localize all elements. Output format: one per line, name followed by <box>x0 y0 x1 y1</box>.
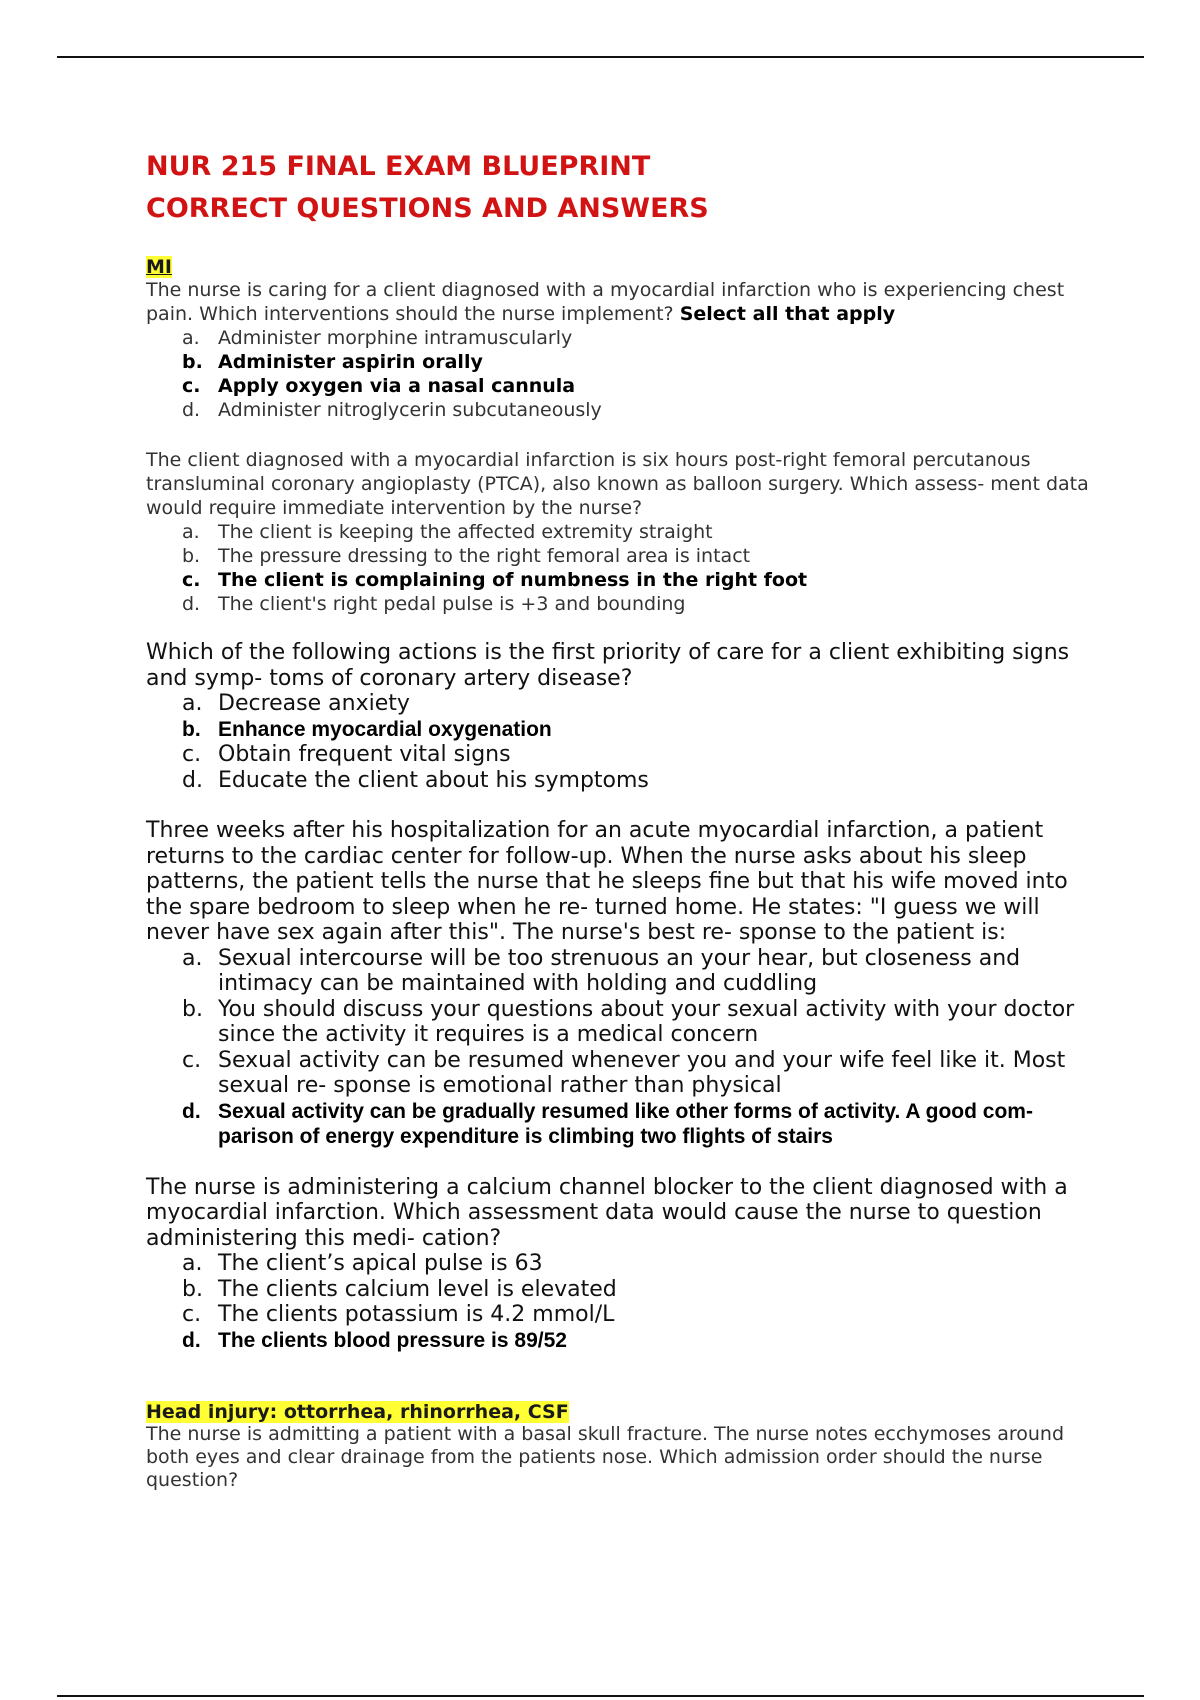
option-letter: b. <box>182 545 201 567</box>
question-3-stem: Which of the following actions is the first priority of care for a client exhibiting signs and symp- toms of coronary artery disease? <box>146 640 1070 691</box>
option-letter: a. <box>182 521 200 543</box>
option <box>146 742 1096 768</box>
bottom-rule <box>57 1695 1144 1697</box>
option-text: The client’s apical pulse is 63 <box>218 1251 543 1276</box>
question-4-options <box>146 946 1096 1150</box>
option-letter: c. <box>182 569 201 591</box>
option <box>146 768 1096 794</box>
option-correct <box>146 568 1096 592</box>
question-6-stem: The nurse is admitting a patient with a basal skull fracture. The nurse notes ecchymoses around both eyes and clear drainage from the patients nose. Which admission order should the nurse question? <box>146 1423 1065 1491</box>
option-text: Administer morphine intramuscularly <box>218 327 573 349</box>
option-letter: b. <box>182 996 203 1022</box>
option-letter: a. <box>182 691 203 716</box>
section-label-head-injury: Head injury: ottorrhea, rhinorrhea, CSF <box>146 1401 569 1423</box>
question-5-stem: The nurse is administering a calcium channel blocker to the client diagnosed with a myocardial infarction. Which assessment data would cause the nurse to question administering this medi- cation? <box>146 1174 1068 1251</box>
option-text: Administer aspirin orally <box>218 351 483 373</box>
document-title-line-2: CORRECT QUESTIONS AND ANSWERS <box>146 193 709 224</box>
document-body <box>146 146 1096 1492</box>
option <box>146 520 1096 544</box>
option-letter: c. <box>182 375 201 397</box>
option-text: The clients potassium is 4.2 mmol/L <box>218 1302 615 1327</box>
question-2 <box>146 448 1096 616</box>
option <box>146 1251 1096 1277</box>
option <box>146 1048 1096 1099</box>
option <box>146 997 1096 1048</box>
option-letter: d. <box>182 399 201 421</box>
question-4-stem: Three weeks after his hospitalization for an acute myocardial infarction, a patient returns to the cardiac center for follow-up. When the nurse asks about his sleep patterns, the patient tells the nurse that he sleeps fine but that his wife moved into the spare bedroom to sleep when he re- turned home. He states: "I guess we will never have sex again after this". The nurse's best re- sponse to the patient is: <box>146 818 1068 945</box>
section-label-mi: MI <box>146 256 172 278</box>
option-letter: d. <box>182 1099 201 1123</box>
option-text: Obtain frequent vital signs <box>218 742 511 767</box>
option-text: Educate the client about his symptoms <box>218 767 649 793</box>
option-text: The pressure dressing to the right femoral area is intact <box>218 545 751 567</box>
option-text: Sexual activity can be resumed whenever you and your wife feel like it. Most sexual re- sponse is emotional rather than physical <box>218 1047 1066 1098</box>
question-1 <box>146 278 1096 422</box>
option-correct <box>146 717 1096 743</box>
option-letter: d. <box>182 767 203 793</box>
option <box>146 691 1096 717</box>
option-letter: b. <box>182 1276 203 1302</box>
question-3-options <box>146 691 1096 793</box>
option-letter: a. <box>182 945 203 971</box>
option <box>146 592 1096 616</box>
option-correct <box>146 350 1096 374</box>
option <box>146 544 1096 568</box>
option-correct <box>146 1328 1096 1354</box>
question-5 <box>146 1175 1096 1354</box>
option-text: Apply oxygen via a nasal cannula <box>218 375 576 397</box>
question-1-stem: The nurse is caring for a client diagnosed with a myocardial infarction who is experiencing chest pain. Which interventions should the nurse implement? Select all that apply <box>146 279 1065 325</box>
option-letter: b. <box>182 351 203 373</box>
option-text: Sexual activity can be gradually resumed like other forms of activity. A good com- parison of energy expenditure is climbing two flights of stairs <box>218 1099 1033 1148</box>
option <box>146 398 1096 422</box>
option-text: Enhance myocardial oxygenation <box>218 717 552 741</box>
question-2-stem: The client diagnosed with a myocardial infarction is six hours post-right femoral percutanous transluminal coronary angioplasty (PTCA), also known as balloon surgery. Which assess- ment data would require immediate intervention by the nurse? <box>146 449 1089 519</box>
option-letter: d. <box>182 1328 201 1352</box>
option-text: The client is complaining of numbness in the right foot <box>218 569 808 591</box>
option-correct <box>146 1099 1096 1150</box>
option-text: The clients blood pressure is 89/52 <box>218 1328 567 1352</box>
option-letter: d. <box>182 593 201 615</box>
option-correct <box>146 374 1096 398</box>
top-rule <box>57 56 1144 58</box>
question-5-options <box>146 1251 1096 1353</box>
option-text: You should discuss your questions about your sexual activity with your doctor since the activity it requires is a medical concern <box>218 996 1075 1047</box>
option-letter: a. <box>182 1251 203 1276</box>
option-text: The clients calcium level is elevated <box>218 1276 617 1302</box>
option-text: The client's right pedal pulse is +3 and bounding <box>218 593 686 615</box>
option-letter: a. <box>182 327 200 349</box>
option-text: The client is keeping the affected extremity straight <box>218 521 713 543</box>
document-title-line-1: NUR 215 FINAL EXAM BLUEPRINT <box>146 151 651 182</box>
option <box>146 1302 1096 1328</box>
option-letter: b. <box>182 717 201 741</box>
option-text: Sexual intercourse will be too strenuous an your hear, but closeness and intimacy can be maintained with holding and cuddling <box>218 945 1021 996</box>
option <box>146 326 1096 350</box>
option-letter: c. <box>182 1302 202 1327</box>
option <box>146 1277 1096 1303</box>
option-text: Administer nitroglycerin subcutaneously <box>218 399 602 421</box>
question-6 <box>146 1423 1096 1492</box>
option <box>146 946 1096 997</box>
question-3 <box>146 640 1096 793</box>
option-letter: c. <box>182 1047 202 1073</box>
question-1-options <box>146 326 1096 422</box>
question-2-options <box>146 520 1096 616</box>
option-text: Decrease anxiety <box>218 691 410 716</box>
question-4 <box>146 818 1096 1150</box>
select-all-emphasis: Select all that apply <box>679 303 896 325</box>
option-letter: c. <box>182 742 202 767</box>
